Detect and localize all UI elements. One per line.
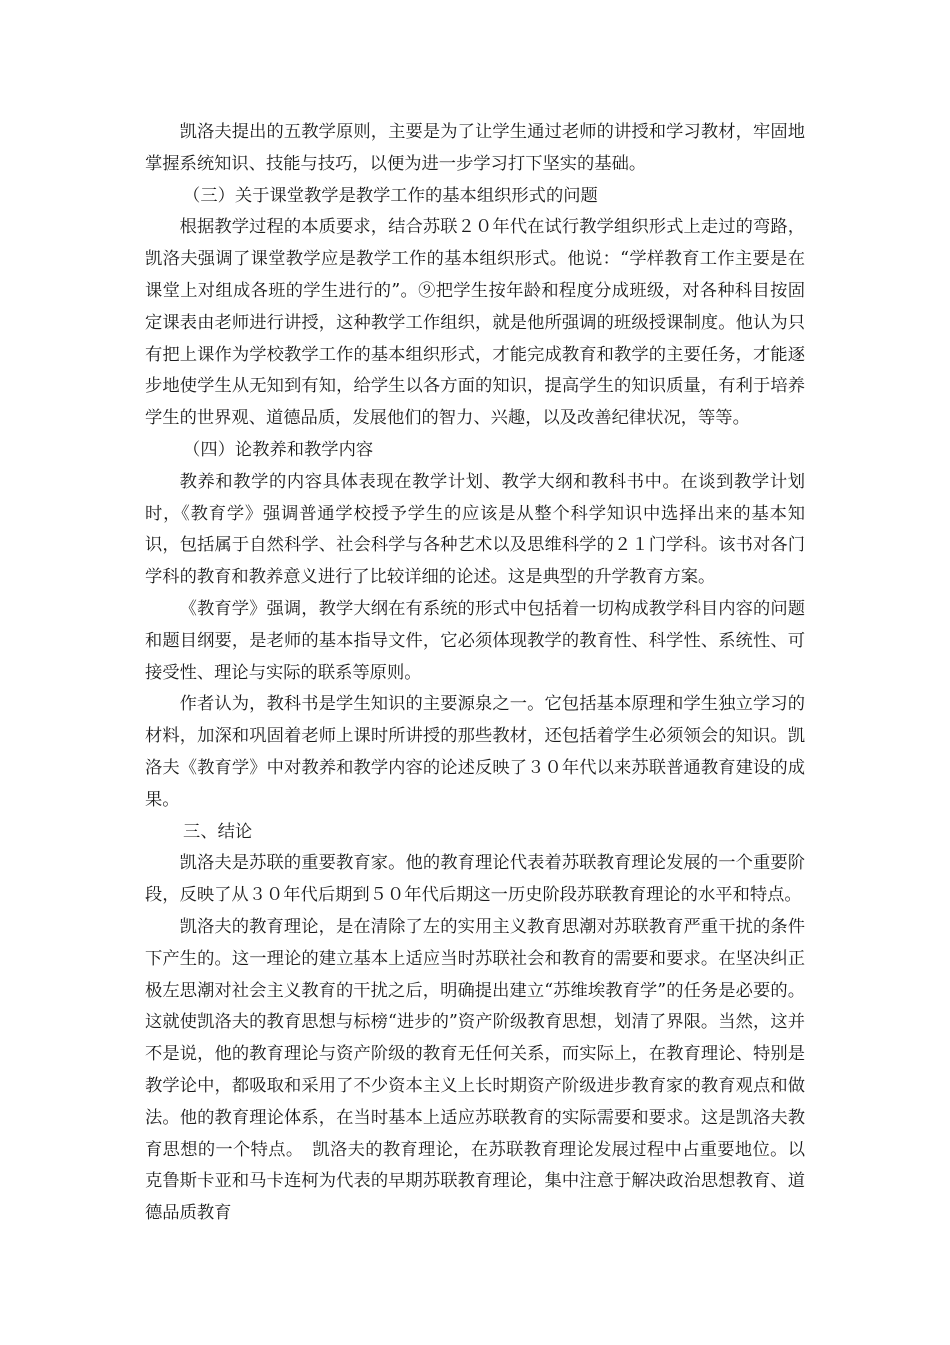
paragraph: 凯洛夫的教育理论，是在清除了左的实用主义教育思潮对苏联教育严重干扰的条件下产生的。这一理论的建立基本上适应当时苏联社会和教育的需要和要求。在坚决纠正极左思潮对社会主义教育的干扰之后，明确提出建立“苏维埃教育学”的任务是必要的。这就使凯洛夫的教育思想与标榜“进步的”资产阶级教育思想，划清了界限。当然，这并不是说，他的教育理论与资产阶级的教育无任何关系，而实际上，在教育理论、特别是教学论中，都吸取和采用了不少资本主义上长时期资产阶级进步教育家的教育观点和做法。他的教育理论体系，在当时基本上适应苏联教育的实际需要和要求。这是凯洛夫教育思想的一个特点。 凯洛夫的教育理论，在苏联教育理论发展过程中占重要地位。以克鲁斯卡亚和马卡连柯为代表的早期苏联教育理论，集中注意于解决政治思想教育、道德品质教育 [145, 916, 805, 1224]
paragraph: 教养和教学的内容具体表现在教学计划、教学大纲和教科书中。在谈到教学计划时，《教育学》强调普通学校授予学生的应该是从整个科学知识中选择出来的基本知识，包括属于自然科学、社会科学与各种艺术以及思维科学的２１门学科。该书对各门学科的教育和教养意义进行了比较详细的论述。这是典型的升学教育方案。 [145, 471, 805, 588]
section-heading: （四）论教养和教学内容 [183, 439, 374, 460]
paragraph: 凯洛夫是苏联的重要教育家。他的教育理论代表着苏联教育理论发展的一个重要阶段，反映了从３０年代后期到５０年代后期这一历史阶段苏联教育理论的水平和特点。 [145, 853, 805, 906]
section-heading: （三）关于课堂教学是教学工作的基本组织形式的问题 [183, 185, 598, 206]
paragraph: 作者认为，教科书是学生知识的主要源泉之一。它包括基本原理和学生独立学习的材料，加深和巩固着老师上课时所讲授的那些教材，还包括着学生必须领会的知识。凯洛夫《教育学》中对教养和教学内容的论述反映了３０年代以来苏联普通教育建设的成果。 [145, 694, 805, 810]
section-heading: 三、结论 [183, 821, 253, 842]
paragraph: 凯洛夫提出的五教学原则，主要是为了让学生通过老师的讲授和学习教材，牢固地掌握系统知识、技能与技巧，以便为进一步学习打下坚实的基础。 [145, 122, 805, 174]
paragraph: 根据教学过程的本质要求，结合苏联２０年代在试行教学组织形式上走过的弯路，凯洛夫强调了课堂教学应是教学工作的基本组织形式。他说：“学样教育工作主要是在课堂上对组成各班的学生进行的”。⑨把学生按年龄和程度分成班级，对各种科目按固定课表由老师进行讲授，这种教学工作组织，就是他所强调的班级授课制度。他认为只有把上课作为学校教学工作的基本组织形式，才能完成教育和教学的主要任务，才能逐步地使学生从无知到有知，给学生以各方面的知识，提高学生的知识质量，有利于培养学生的世界观、道德品质，发展他们的智力、兴趣，以及改善纪律状况，等等。 [145, 217, 805, 429]
paragraph: 《教育学》强调，教学大纲在有系统的形式中包括着一切构成教学科目内容的问题和题目纲要，是老师的基本指导文件，它必须体现教学的教育性、科学性、系统性、可接受性、理论与实际的联系等原则。 [145, 598, 805, 683]
document-body [145, 117, 805, 1230]
